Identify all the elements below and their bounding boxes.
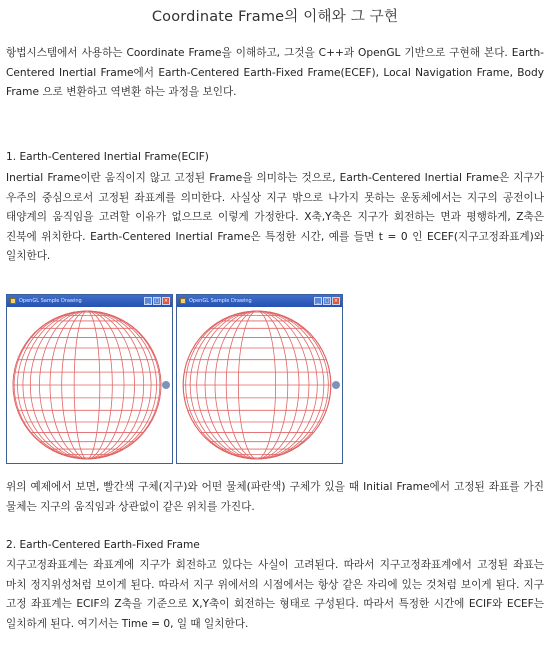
red-wireframe-sphere: [13, 311, 161, 459]
app-icon: [180, 298, 186, 304]
blue-object-sphere: [332, 381, 340, 389]
globe-canvas-right: [177, 307, 342, 463]
window-controls: [314, 297, 340, 305]
intro-paragraph: 항법시스템에서 사용하는 Coordinate Frame을 이해하고, 그것을 C++과 OpenGL 기반으로 구현해 본다. Earth-Centered Inertial Frame에서 Earth-Centered Earth-Fixed Frame(ECEF), Local Navigation Frame, Body Frame 으로 변환하고 역변환 하는 과정을 보인다.: [6, 47, 544, 98]
opengl-window-left: [6, 294, 173, 464]
close-icon[interactable]: ×: [333, 298, 339, 304]
maximize-icon[interactable]: □: [324, 298, 330, 304]
figure-caption-paragraph: 위의 예제에서 보면, 빨간색 구체(지구)와 어떤 물체(파란색) 구체가 있을 때 Initial Frame에서 고정된 좌표를 가진 물체는 지구의 움직임과 상관없이 같은 위치를 가진다.: [6, 481, 544, 513]
page-title: Coordinate Frame의 이해와 그 구현: [151, 9, 399, 25]
opengl-window-right: [176, 294, 343, 464]
section-1-heading: 1. Earth-Centered Inertial Frame(ECIF): [6, 151, 209, 163]
globe-canvas-left: [7, 307, 172, 463]
section-1-body: Inertial Frame이란 움직이지 않고 고정된 Frame을 의미하는 것으로, Earth-Centered Inertial Frame은 지구가 우주의 중심으로서 고정된 좌표계를 의미한다. 사실상 지구 밖으로 나가지 못하는 운동체에서는 지구의 공전이나 태양계의 움직임을 고려할 이유가 없으므로 이렇게 가정한다. X축,Y축은 지구가 회전하는 면과 평행하게, Z축은 진북에 위치한다. Earth-Centered Inertial Frame은 특정한 시간, 예를 들면 t = 0 인 ECEF(지구고정좌표계)와 일치한다.: [6, 172, 544, 262]
section-2-body: 지구고정좌표계는 좌표계에 지구가 회전하고 있다는 사실이 고려된다. 따라서 지구고정좌표계에서 고정된 좌표는 마치 정지위성처럼 보이게 된다. 따라서 지구 위에서의 시점에서는 항상 같은 자리에 있는 것처럼 보이게 된다. 지구 고정 좌표계는 ECIF의 Z축을 기준으로 X,Y축이 회전하는 형태로 구성된다. 따라서 특정한 시간에 ECIF와 ECEF는 일치하게 된다. 여기서는 Time = 0, 일 때 일치한다.: [6, 559, 544, 630]
window-controls: [144, 297, 170, 305]
section-2-heading: 2. Earth-Centered Earth-Fixed Frame: [6, 539, 200, 551]
blue-object-sphere: [162, 381, 170, 389]
minimize-icon[interactable]: _: [144, 297, 152, 305]
window-title: OpenGL Sample Drawing: [19, 298, 82, 304]
maximize-icon[interactable]: □: [154, 298, 160, 304]
close-icon[interactable]: ×: [163, 298, 169, 304]
app-icon: [10, 298, 16, 304]
window-titlebar[interactable]: [177, 295, 342, 307]
opengl-sample-figure: [6, 294, 346, 464]
window-title: OpenGL Sample Drawing: [189, 298, 252, 304]
red-wireframe-sphere: [183, 311, 331, 459]
minimize-icon[interactable]: _: [314, 297, 322, 305]
window-titlebar[interactable]: [7, 295, 172, 307]
